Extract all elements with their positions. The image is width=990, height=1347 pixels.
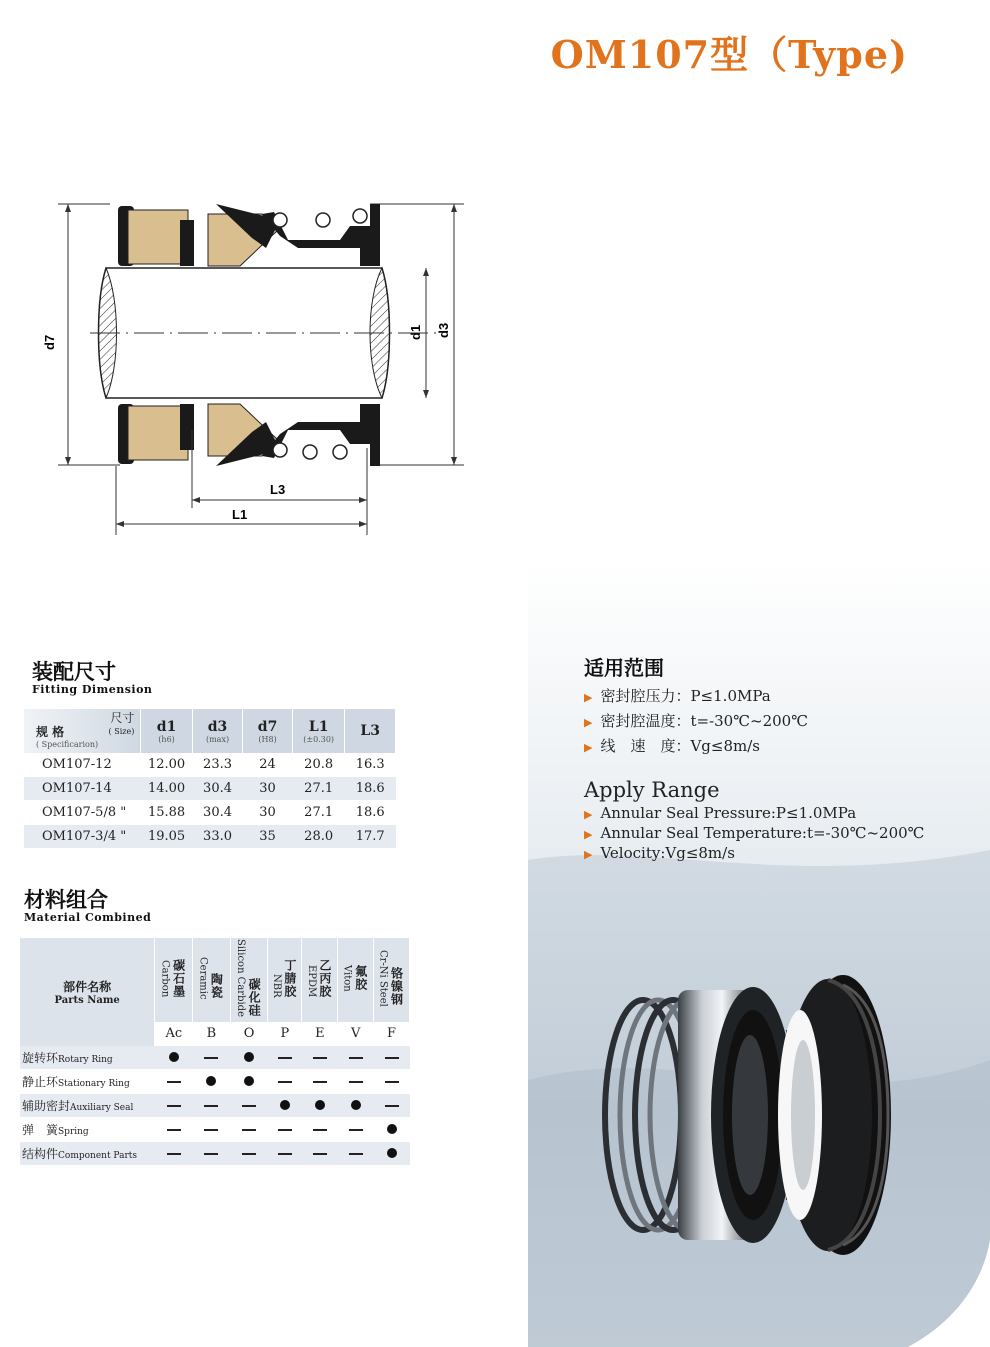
d3-label: d3 [436,322,451,338]
mark-cell [374,1046,410,1070]
value-cell: 35 [243,825,293,849]
range-en-item: ▶ Annular Seal Pressure:P≤1.0MPa [584,804,857,822]
col-header-cr-ni-steel: Cr-Ni Steel铬镍钢 [374,938,410,1022]
part-label [20,1142,155,1166]
mark-cell [155,1118,193,1142]
mark-cell [268,1070,302,1094]
mark-cell [268,1046,302,1070]
table-row [24,801,396,825]
value-cell: 19.05 [141,825,192,849]
part-name-cn: 旋转环 [22,1050,59,1065]
part-label [20,1118,155,1142]
dash-mark-icon [385,1057,399,1059]
spec-header-en: ( Specificarion) [36,740,99,749]
dash-mark-icon [242,1153,256,1155]
parts-header-cn: 部件名称 [63,979,112,994]
dash-mark-icon [313,1153,327,1155]
code-cell: B [193,1022,231,1046]
value-cell: 23.3 [192,753,243,777]
d7-label: d7 [42,334,57,350]
dash-mark-icon [167,1129,181,1131]
part-name-cn: 弹 簧 [22,1123,59,1137]
value-cell: 17.7 [345,825,396,849]
dash-mark-icon [313,1081,327,1083]
dash-mark-icon [278,1129,292,1131]
dash-mark-icon [385,1081,399,1083]
col-header-d1: d1 (h6) [141,709,192,753]
col-header-ceramic: Ceramic陶瓷 [193,938,231,1022]
mark-cell [374,1142,410,1166]
dash-mark-icon [204,1153,218,1155]
part-name-en: Rotary Ring [58,1054,113,1065]
dash-mark-icon [385,1105,399,1107]
value-cell: 27.1 [292,801,345,825]
range-cn-item: ▶ 密封腔压力：P≤1.0MPa [584,687,771,705]
parts-header-en: Parts Name [54,994,120,1006]
code-cell: Ac [155,1022,193,1046]
mark-cell [155,1094,193,1118]
dot-mark-icon [169,1052,179,1062]
value-cell: 33.0 [192,825,243,849]
range-en-title: Apply Range [584,778,720,802]
mark-cell [374,1118,410,1142]
spec-size-header [24,709,141,753]
dash-mark-icon [313,1129,327,1131]
material-row [20,1094,410,1118]
col-header-L3: L3 [345,709,396,753]
dash-mark-icon [278,1153,292,1155]
table-row [24,777,396,801]
spec-header-cn: 规 格 [36,725,65,739]
dash-mark-icon [167,1153,181,1155]
value-cell: 28.0 [292,825,345,849]
value-cell: 15.88 [141,801,192,825]
mark-cell [374,1094,410,1118]
dash-mark-icon [167,1105,181,1107]
part-label [20,1094,155,1118]
dash-mark-icon [204,1129,218,1131]
d1-label: d1 [408,324,423,340]
dot-mark-icon [206,1076,216,1086]
mark-cell [193,1142,231,1166]
dash-mark-icon [278,1081,292,1083]
code-cell: P [268,1022,302,1046]
triangle-bullet-icon: ▶ [584,808,593,821]
value-cell: 12.00 [141,753,192,777]
part-name-en: Spring [58,1127,89,1137]
mark-cell [268,1142,302,1166]
value-cell: 14.00 [141,777,192,801]
range-cn-title: 适用范围 [584,656,664,680]
mark-cell [302,1070,338,1094]
table-row [24,753,396,777]
mark-cell [230,1094,268,1118]
table-row [24,825,396,849]
material-title-cn: 材料组合 [24,887,108,912]
part-label [20,1070,155,1094]
range-en-item: ▶ Annular Seal Temperature:t=-30℃~200℃ [584,824,925,842]
value-cell: 30.4 [192,777,243,801]
spec-cell: OM107-3/4 " [24,825,141,849]
dash-mark-icon [167,1081,181,1083]
dash-mark-icon [349,1057,363,1059]
apply-range-cn [584,652,808,756]
dash-mark-icon [278,1057,292,1059]
value-cell: 30 [243,777,293,801]
mark-cell [338,1094,374,1118]
range-en-item: ▶ Velocity:Vg≤8m/s [584,844,735,862]
value-cell: 18.6 [345,801,396,825]
material-title-en: Material Combined [24,911,152,924]
mark-cell [268,1094,302,1118]
triangle-bullet-icon: ▶ [584,828,593,841]
mark-cell [302,1046,338,1070]
value-cell: 30 [243,801,293,825]
material-row [20,1118,410,1142]
dash-mark-icon [313,1057,327,1059]
value-cell: 24 [243,753,293,777]
mark-cell [230,1118,268,1142]
material-row [20,1046,410,1070]
dash-mark-icon [242,1105,256,1107]
dash-mark-icon [204,1057,218,1059]
dot-mark-icon [387,1124,397,1134]
L3-label: L3 [270,482,286,497]
triangle-bullet-icon: ▶ [584,741,593,754]
part-name-en: Component Parts [58,1151,137,1161]
mark-cell [193,1094,231,1118]
L1-label: L1 [232,507,248,522]
col-header-nbr: NBR丁腈胶 [268,938,302,1022]
material-row [20,1070,410,1094]
mark-cell [193,1046,231,1070]
spec-cell: OM107-12 [24,753,141,777]
mark-cell [302,1142,338,1166]
mark-cell [338,1046,374,1070]
code-cell: E [302,1022,338,1046]
fitting-title-en: Fitting Dimension [32,683,153,696]
col-header-carbon: Carbon碳石墨 [155,938,193,1022]
mark-cell [230,1142,268,1166]
range-cn-item: ▶ 密封腔温度：t=-30℃~200℃ [584,712,808,730]
mark-cell [374,1070,410,1094]
code-cell: F [374,1022,410,1046]
mark-cell [230,1070,268,1094]
size-header-cn: 尺寸 [110,711,135,725]
value-cell: 27.1 [292,777,345,801]
size-header-en: ( Size) [108,727,135,736]
col-header-d3: d3 (max) [192,709,243,753]
dash-mark-icon [349,1081,363,1083]
dash-mark-icon [349,1153,363,1155]
dot-mark-icon [351,1100,361,1110]
value-cell: 18.6 [345,777,396,801]
col-header-silicon-carbide: Silicon Carbide碳化硅 [230,938,268,1022]
page-title: OM107型（Type) [550,32,908,77]
part-name-en: Stationary Ring [58,1079,130,1089]
mark-cell [302,1094,338,1118]
triangle-bullet-icon: ▶ [584,716,593,729]
apply-range-en [584,778,924,862]
mark-cell [193,1070,231,1094]
part-name-cn: 辅助密封 [22,1099,71,1113]
dot-mark-icon [280,1100,290,1110]
dash-mark-icon [204,1105,218,1107]
value-cell: 20.8 [292,753,345,777]
mark-cell [155,1070,193,1094]
spec-cell: OM107-14 [24,777,141,801]
mark-cell [268,1118,302,1142]
part-name-cn: 静止环 [22,1075,59,1089]
mark-cell [155,1142,193,1166]
triangle-bullet-icon: ▶ [584,848,593,861]
fitting-dimension-table [24,709,396,849]
mark-cell [155,1046,193,1070]
code-cell: O [230,1022,268,1046]
material-table [20,938,410,1166]
seal-section-drawing [40,190,480,540]
col-header-d7: d7 (H8) [243,709,293,753]
range-cn-item: ▶ 线 速 度：Vg≤8m/s [584,737,760,755]
fitting-title-cn: 装配尺寸 [32,659,116,684]
dot-mark-icon [244,1052,254,1062]
code-cell: V [338,1022,374,1046]
value-cell: 16.3 [345,753,396,777]
mark-cell [338,1070,374,1094]
dot-mark-icon [315,1100,325,1110]
mark-cell [230,1046,268,1070]
material-row [20,1142,410,1166]
parts-name-header [20,938,155,1046]
value-cell: 30.4 [192,801,243,825]
mark-cell [193,1118,231,1142]
part-label [20,1046,155,1070]
part-name-cn: 结构件 [22,1147,59,1161]
dash-mark-icon [242,1129,256,1131]
dot-mark-icon [387,1148,397,1158]
spec-cell: OM107-5/8 " [24,801,141,825]
dot-mark-icon [244,1076,254,1086]
col-header-viton: Viton氟胶 [338,938,374,1022]
triangle-bullet-icon: ▶ [584,691,593,704]
dash-mark-icon [349,1129,363,1131]
part-name-en: Auxiliary Seal [70,1103,134,1113]
mark-cell [338,1142,374,1166]
col-header-epdm: EPDM乙丙胶 [302,938,338,1022]
mark-cell [338,1118,374,1142]
mark-cell [302,1118,338,1142]
col-header-L1: L1 (±0.30) [292,709,345,753]
